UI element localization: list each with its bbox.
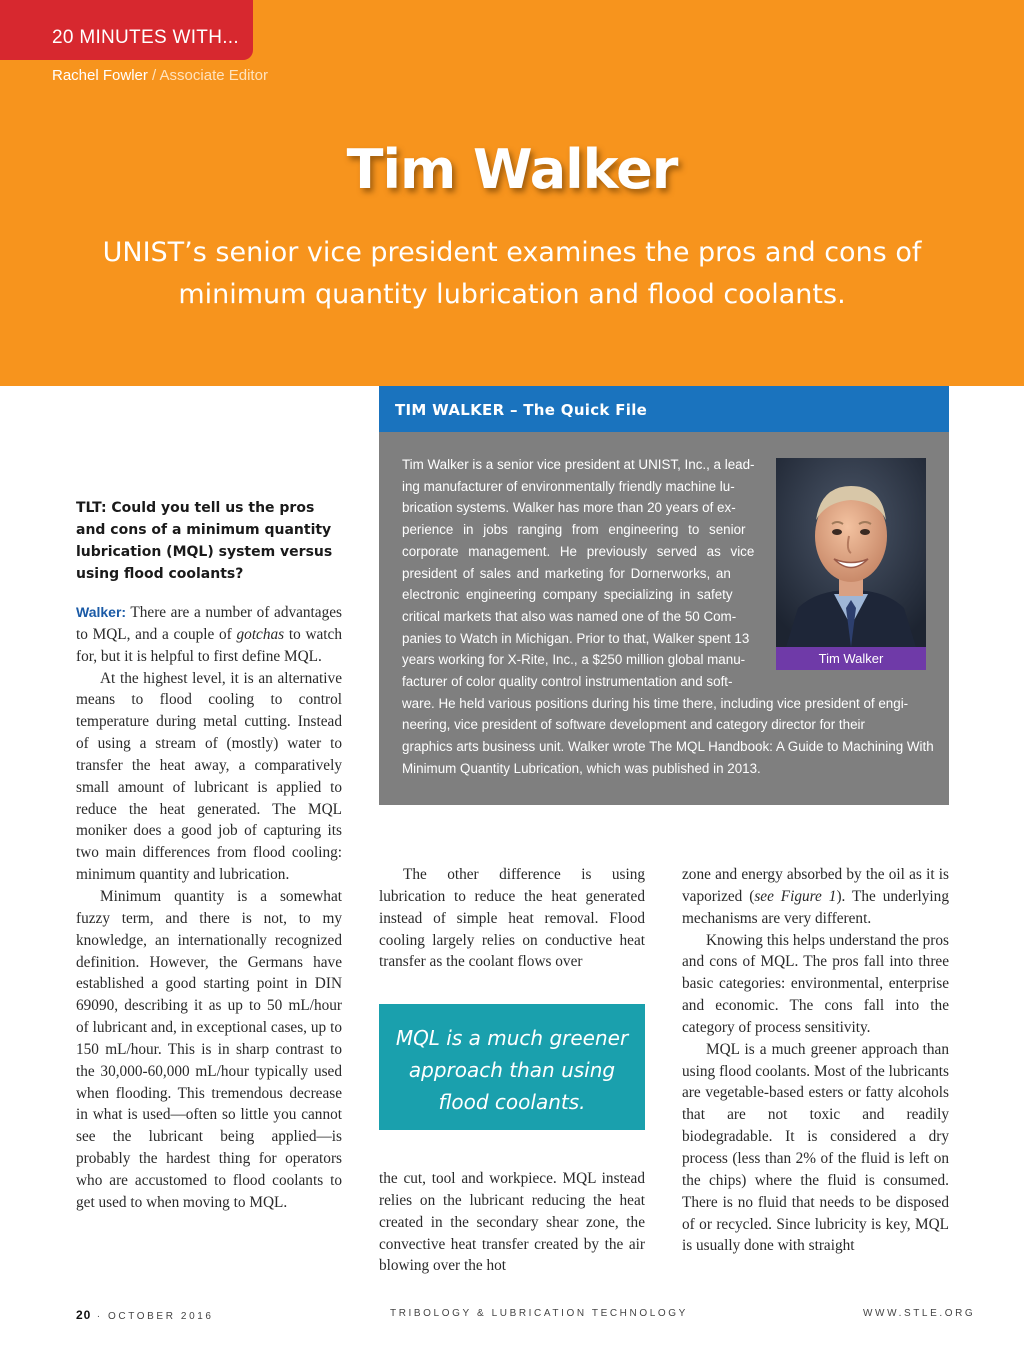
paragraph [682, 864, 949, 930]
bio-line: years working for X-Rite, Inc., a $250 million global manu- [402, 652, 746, 668]
section-tag [0, 0, 253, 60]
paragraph: MQL is a much greener approach than using flood coolants. Most of the lubricants are vegetable-based esters or fatty alcohols that are not toxic and readily biodegradable. It is considered a dry process (less than 2% of the fluid is left on the chips) where the fluid is consumed. There is no fluid that needs to be disposed of or recycled. Since lubricity is key, MQL is usually done with straight [682, 1040, 949, 1255]
article-column-1 [76, 602, 342, 1214]
pull-quote-line: approach than using [408, 1058, 616, 1082]
bio-line: neering, vice president of software development and category director for their [402, 717, 865, 733]
italic-text: see Figure 1 [754, 887, 837, 905]
page-title: Tim Walker [346, 138, 678, 201]
paragraph [76, 602, 342, 668]
page-number: 20 [76, 1308, 92, 1322]
bio-line: graphics arts business unit. Walker wrote The MQL Handbook: A Guide to Machining With [402, 739, 934, 755]
text-run: There are a number of advantages to MQL, and a couple of [76, 604, 342, 643]
text-run: ). The underlying mechanisms are very different. [682, 887, 949, 927]
portrait-photo [776, 458, 926, 647]
bio-line: Minimum Quantity Lubrication, which was published in 2013. [402, 760, 761, 776]
pull-quote-text [379, 1022, 645, 1118]
paragraph: the cut, tool and workpiece. MQL instead relies on the lubricant reducing the heat created in the secondary shear zone, the convective heat transfer created by the air blowing over the hot [379, 1170, 645, 1275]
paragraph: Minimum quantity is a somewhat fuzzy term, and there is not, to my knowledge, an internationally recognized definition. However, the Germans have established a good starting point in DIN 69090, describing it as up to 50 mL/hour of lubricant and, in exceptional cases, up to 150 mL/hour. This is in sharp contrast to the 30,000-60,000 mL/hour typically used when flooding. This tremendous decrease in what is used—often so little you cannot see the lubricant being applied—is probably the hardest thing for operators who are accustomed to flood coolants to get used to when moving to MQL. [76, 887, 342, 1211]
author-role: / Associate Editor [152, 67, 268, 84]
paragraph: At the highest level, it is an alternative means to flood cooling to control temperature during metal cutting. Instead of using a stream of (mostly) water to transfer the heat away, a comparatively small amount of lubricant is applied to reduce the heat generated. The MQL moniker does a good job of capturing its two main differences from flood cooling: minimum quantity and lubrication. [76, 669, 342, 884]
speaker-label: Walker: [76, 604, 127, 620]
bio-line: president of sales and marketing for Dornerworks, an [402, 565, 731, 581]
bio-line: panies to Watch in Michigan. Prior to that, Walker spent 13 [402, 630, 750, 646]
article-column-2-bottom [379, 1168, 645, 1277]
article-column-2-top [379, 864, 645, 973]
bio-line: Tim Walker is a senior vice president at UNIST, Inc., a lead- [402, 457, 755, 472]
bio-line: brication systems. Walker has more than 20 years of ex- [402, 500, 736, 516]
bio-line: ing manufacturer of environmentally friendly machine lu- [402, 478, 735, 494]
bio-line: facturer of color quality control instrumentation and soft- [402, 674, 733, 690]
italic-text: gotchas [236, 625, 285, 643]
paragraph: Knowing this helps understand the pros and cons of MQL. The pros fall into three basic categories: environmental, enterprise and economic. The cons fall into the category of process sensitivity. [682, 931, 949, 1036]
bio-line: corporate management. He previously served as vice [402, 543, 755, 559]
footer-page-info [76, 1308, 214, 1322]
section-tag-label: 20 MINUTES WITH... [52, 27, 239, 48]
paragraph: The other difference is using lubrication to reduce the heat generated instead of simple heat removal. Flood cooling largely relies on conductive heat transfer as the coolant flows over [379, 866, 645, 971]
footer-publication: TRIBOLOGY & LUBRICATION TECHNOLOGY [390, 1308, 688, 1319]
pull-quote-line: MQL is a much greener [395, 1026, 629, 1050]
article-column-3 [682, 864, 949, 1257]
quick-file-heading-bar [379, 386, 949, 432]
issue-date: · OCTOBER 2016 [96, 1311, 214, 1322]
bio-line: critical markets that also was named one of the 50 Com- [402, 608, 737, 624]
byline [52, 67, 268, 84]
footer-website: WWW.STLE.ORG [863, 1308, 976, 1319]
portrait-illustration [776, 458, 926, 647]
bio-line: electronic engineering company specializing in safety [402, 587, 733, 603]
text-run: zone and energy absorbed by the oil as it is vaporized ( [682, 866, 949, 905]
subtitle [100, 232, 924, 316]
interview-question: TLT: Could you tell us the pros and cons of a minimum quantity lubrication (MQL) system versus using flood coolants? [76, 500, 333, 582]
author-name: Rachel Fowler [52, 67, 148, 84]
bio-line: perience in jobs ranging from engineering to senior [402, 522, 746, 538]
header-banner [0, 0, 1024, 386]
bio-line: ware. He held various positions during his time there, including vice president of engi- [402, 695, 909, 711]
pull-quote [379, 1004, 645, 1130]
quick-file-heading: TIM WALKER – The Quick File [395, 401, 648, 419]
photo-caption: Tim Walker [776, 647, 926, 670]
pull-quote-line: flood coolants. [438, 1090, 586, 1114]
subtitle-line: UNIST’s senior vice president examines the pros and cons of [102, 237, 922, 268]
subtitle-line: minimum quantity lubrication and flood coolants. [178, 279, 846, 310]
text-run: to watch for, but it is helpful to first define MQL. [76, 625, 342, 665]
